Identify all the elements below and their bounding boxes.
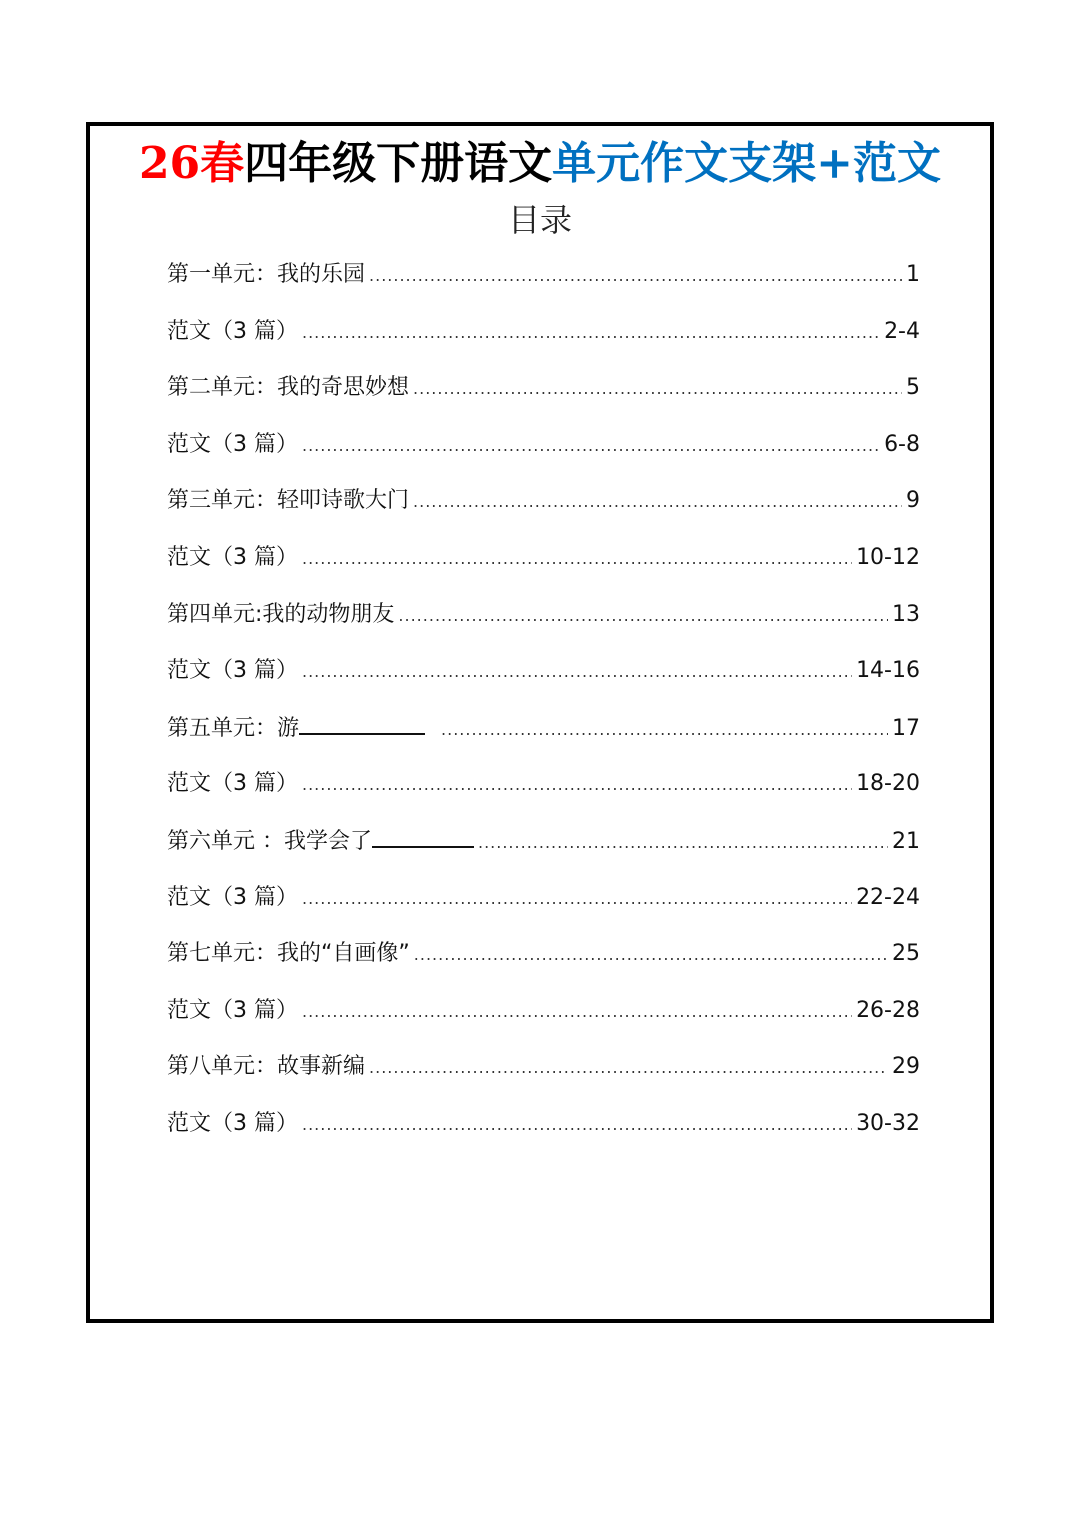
toc-entry-unit-8[interactable] [167,1050,920,1107]
toc-entry-page: 30-32 [856,1110,920,1136]
dot-leader [369,259,902,293]
toc-entry-label [167,824,474,859]
dot-leader [478,826,888,860]
dot-leader [369,1051,888,1085]
dot-leader [302,542,852,576]
dot-leader [302,316,880,350]
toc-entry-label: 范文（3 篇） [167,997,298,1023]
document-title [90,138,990,190]
toc-entry-label: 范文（3 篇） [167,431,298,457]
toc-entry-label: 第三单元：轻叩诗歌大门 [167,488,410,514]
toc-entry-label: 范文（3 篇） [167,1110,298,1136]
toc-entry-page: 10-12 [856,544,920,570]
toc-entry-unit-4[interactable] [167,598,920,655]
toc-entry-label-text: 第五单元：游 [167,715,300,741]
dot-leader [413,485,902,519]
toc-entry-label: 第四单元:我的动物朋友 [167,601,395,627]
toc-entry-label: 范文（3 篇） [167,318,298,344]
toc-entry-essays-3[interactable] [167,541,920,598]
toc-entry-page: 14-16 [856,658,920,684]
toc-entry-unit-7[interactable] [167,937,920,994]
dot-leader [302,995,852,1029]
title-year-part: 26春 [138,138,245,189]
toc-entry-label: 范文（3 篇） [167,658,298,684]
dot-leader [302,429,880,463]
title-topic-part: 单元作文支架+范文 [552,138,942,189]
toc-entry-essays-4[interactable] [167,654,920,711]
toc-entry-page: 1 [906,262,920,287]
toc-heading: 目录 [507,201,572,239]
toc-entry-page: 22-24 [856,884,920,910]
toc-entry-page: 29 [892,1054,920,1080]
toc-entry-page: 9 [906,488,920,514]
dot-leader [414,938,888,972]
toc-entry-page: 6-8 [884,431,920,457]
fill-in-blank [299,711,425,735]
dot-leader [302,655,852,689]
toc-entry-unit-6[interactable] [167,824,920,881]
toc-entry-unit-3[interactable] [167,484,920,541]
title-grade-part: 四年级下册语文 [244,138,553,189]
toc-entry-label: 范文（3 篇） [167,771,298,797]
toc-entry-essays-6[interactable] [167,881,920,938]
toc-entry-label: 第七单元：我的“自画像” [167,941,410,967]
dot-leader [302,882,852,916]
toc-entry-page: 17 [892,715,920,741]
dot-leader [302,1108,852,1142]
fill-in-blank [372,824,474,848]
toc-entry-label: 范文（3 篇） [167,884,298,910]
toc-entry-label [167,711,437,746]
toc-entry-unit-2[interactable] [167,371,920,428]
toc-entry-label-text: 第六单元 ：我学会了 [167,828,372,854]
toc-entry-page: 2-4 [884,318,920,344]
toc-entry-unit-1[interactable] [167,258,920,315]
page-border [86,122,994,1323]
toc-entry-label: 第八单元：故事新编 [167,1054,366,1080]
toc-entry-essays-2[interactable] [167,428,920,485]
dot-leader [302,768,852,802]
toc-entry-page: 26-28 [856,997,920,1023]
dot-leader [441,713,888,747]
toc-entry-label: 第二单元：我的奇思妙想 [167,375,410,401]
table-of-contents [167,258,920,1164]
dot-leader [398,599,888,633]
toc-entry-unit-5[interactable] [167,711,920,768]
dot-leader [413,372,902,406]
toc-entry-label: 范文（3 篇） [167,544,298,570]
toc-entry-page: 21 [892,828,920,854]
toc-entry-page: 18-20 [856,771,920,797]
toc-entry-page: 13 [892,601,920,627]
toc-entry-essays-5[interactable] [167,767,920,824]
toc-entry-page: 5 [906,375,920,401]
toc-entry-essays-7[interactable] [167,994,920,1051]
toc-entry-label: 第一单元：我的乐园 [167,262,366,287]
toc-entry-essays-1[interactable] [167,315,920,372]
toc-entry-page: 25 [892,941,920,967]
toc-entry-essays-8[interactable] [167,1107,920,1164]
